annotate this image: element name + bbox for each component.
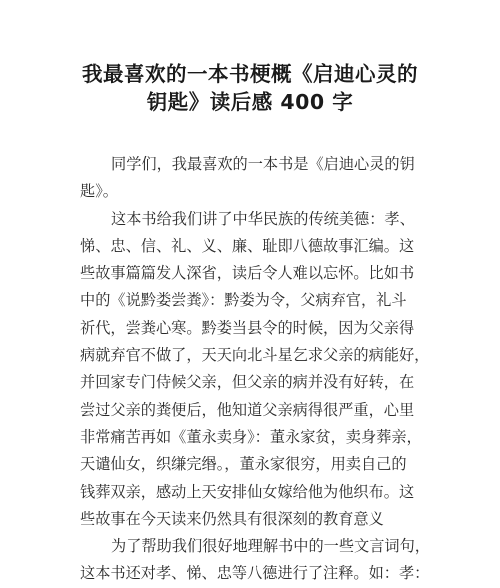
document-title [40, 60, 460, 116]
paragraph-2 [80, 206, 440, 534]
text-line: 病就弃官不做了，天天向北斗星乞求父亲的病能好， [80, 346, 430, 365]
text-line: 匙》。 [80, 182, 118, 201]
title-line-1: 我最喜欢的一本书梗概《启迪心灵的 [82, 62, 418, 86]
text-line: 些故事在今天读来仍然具有很深刻的教育意义 [80, 509, 384, 528]
text-line: 这本书给我们讲了中华民族的传统美德：孝、 [111, 209, 415, 228]
text-line: 这本书还对孝、悌、忠等八德进行了注释。如：孝： [80, 564, 430, 583]
paragraph-3 [80, 533, 440, 588]
document-body [80, 151, 440, 588]
text-line: 悌、忠、信、礼、义、廉、耻即八德故事汇编。这 [80, 236, 415, 255]
text-line: 为了帮助我们很好地理解书中的一些文言词句， [111, 537, 430, 556]
text-line: 天谴仙女，织缣完缗。，董永家很穷，用卖自己的 [80, 455, 407, 474]
text-line: 祈代，尝粪心寒。黔娄当县令的时候，因为父亲得 [80, 318, 415, 337]
text-line: 同学们，我最喜欢的一本书是《启迪心灵的钥 [111, 155, 415, 173]
paragraph-1 [80, 151, 440, 206]
text-line: 尝过父亲的粪便后，他知道父亲病得很严重，心里 [80, 400, 415, 419]
text-line: 些故事篇篇发人深省，读后令人难以忘怀。比如书 [80, 264, 415, 283]
text-line: 并回家专门侍候父亲，但父亲的病并没有好转，在 [80, 373, 415, 392]
text-line: 中的《说黔娄尝粪》：黔娄为令，父病弃官，礼斗 [80, 291, 407, 310]
text-line: 非常痛苦再如《董永卖身》：董永家贫，卖身葬亲， [80, 427, 422, 446]
text-line: 钱葬双亲，感动上天安排仙女嫁给他为他织布。这 [80, 482, 415, 501]
title-line-2: 钥匙》读后感 400 字 [146, 90, 354, 114]
